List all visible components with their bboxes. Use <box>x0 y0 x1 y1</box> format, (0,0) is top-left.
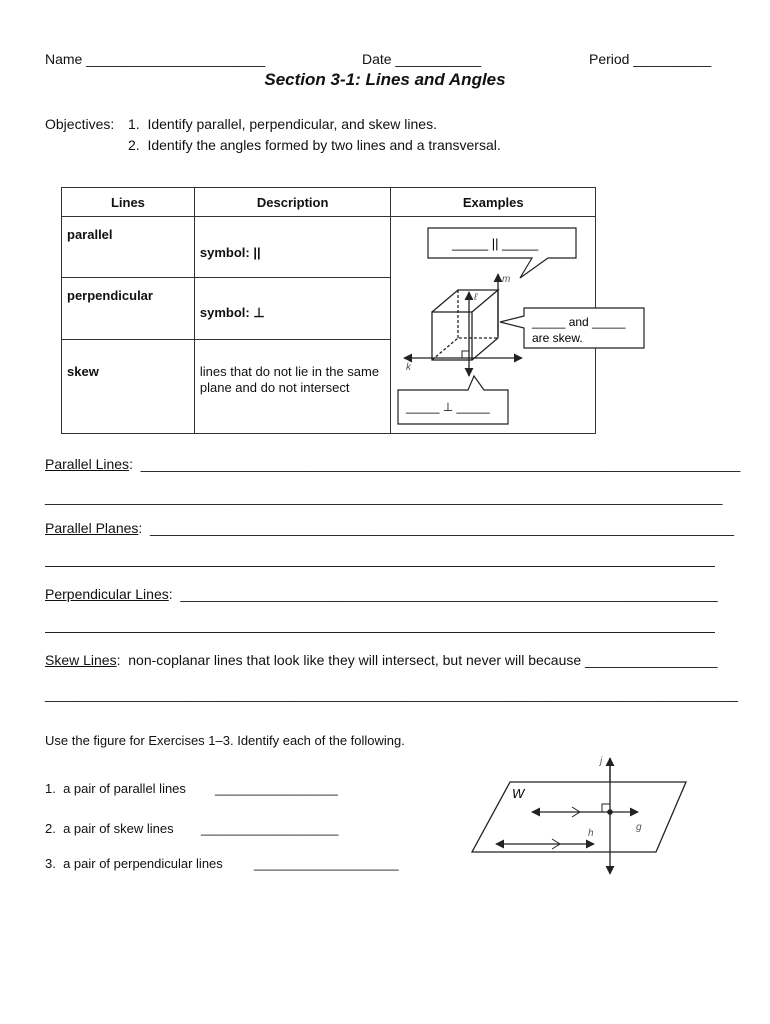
parallel-planes-line[interactable] <box>45 566 715 567</box>
parallel-lines-definition[interactable] <box>45 456 740 472</box>
parallel-planes-definition[interactable] <box>45 520 734 536</box>
perpendicular-lines-line[interactable] <box>45 632 715 633</box>
perpendicular-callout-text[interactable]: _____ ⊥ _____ <box>406 400 490 414</box>
label-h: h <box>588 828 594 839</box>
intersection-point <box>607 809 613 815</box>
row-skew-description <box>194 340 391 434</box>
skew-callout-line1[interactable]: _____ and _____ <box>532 315 626 329</box>
objectives-label: Objectives: <box>45 116 115 132</box>
perpendicular-symbol: symbol: ⊥ <box>199 305 265 320</box>
exercise-1-label: 1. a pair of parallel lines <box>45 781 186 796</box>
header-description: Description <box>194 188 391 217</box>
plane-w <box>472 782 686 852</box>
label-k: k <box>406 362 411 373</box>
label-plane-w: W <box>512 786 525 801</box>
exercise-1-answer[interactable]: _________________ <box>215 781 338 796</box>
label-m: m <box>502 274 511 285</box>
skew-lines-continuation[interactable]: _________________________________________________________________________________________ <box>45 686 738 702</box>
parallel-planes-term: Parallel Planes <box>45 520 139 536</box>
parallel-lines-continuation[interactable]: _______________________________________________________________________________________ <box>45 489 723 505</box>
exercise-2-label: 2. a pair of skew lines <box>45 821 174 836</box>
row-skew-term <box>62 340 195 434</box>
parallel-planes-blank[interactable]: : ___________________________________________________________________________ <box>138 520 735 536</box>
perpendicular-lines-term: Perpendicular Lines <box>45 586 169 602</box>
parallel-term: parallel <box>67 227 113 242</box>
skew-term: skew <box>67 364 99 379</box>
skew-description: lines that do not lie in the same plane and do not intersect <box>199 364 380 395</box>
skew-callout-line2: are skew. <box>532 331 583 345</box>
perpendicular-term: perpendicular <box>67 288 153 303</box>
exercises-intro: Use the figure for Exercises 1–3. Identify each of the following. <box>45 733 405 748</box>
header-lines: Lines <box>62 188 195 217</box>
exercise-2-answer[interactable]: ___________________ <box>201 821 339 836</box>
perpendicular-lines-definition[interactable] <box>45 586 718 602</box>
skew-lines-definition[interactable] <box>45 652 717 668</box>
date-field[interactable]: Date ___________ <box>362 51 482 67</box>
cube-figure <box>392 216 652 436</box>
skew-lines-text[interactable]: : non-coplanar lines that look like they will intersect, but never will because _________________ <box>116 652 718 668</box>
page-title: Section 3-1: Lines and Angles <box>264 70 506 89</box>
skew-lines-term: Skew Lines <box>45 652 117 668</box>
objective-2: 2. Identify the angles formed by two lines and a transversal. <box>128 137 501 153</box>
plane-figure <box>466 752 696 882</box>
exercise-3-label: 3. a pair of perpendicular lines <box>45 856 223 871</box>
parallel-lines-term: Parallel Lines <box>45 456 130 472</box>
parallel-lines-blank[interactable]: : _____________________________________________________________________________ <box>129 456 741 472</box>
label-j: j <box>600 756 603 767</box>
objective-1: 1. Identify parallel, perpendicular, and skew lines. <box>128 116 437 132</box>
row-perpendicular-term <box>62 278 195 340</box>
parallel-symbol: symbol: || <box>199 245 261 260</box>
header-examples: Examples <box>391 188 596 217</box>
parallel-callout-text[interactable]: _____ || _____ <box>452 236 539 251</box>
name-field[interactable]: Name _______________________ <box>45 51 266 67</box>
row-perpendicular-description[interactable] <box>194 278 391 340</box>
period-field[interactable]: Period __________ <box>589 51 712 67</box>
row-parallel-term <box>62 217 195 278</box>
label-g: g <box>636 822 642 833</box>
label-l: ℓ <box>474 292 478 303</box>
row-parallel-description[interactable] <box>194 217 391 278</box>
cube-shape <box>432 290 498 360</box>
exercise-3-answer[interactable]: ____________________ <box>254 856 399 871</box>
perpendicular-lines-blank[interactable]: : _____________________________________________________________________ <box>168 586 718 602</box>
